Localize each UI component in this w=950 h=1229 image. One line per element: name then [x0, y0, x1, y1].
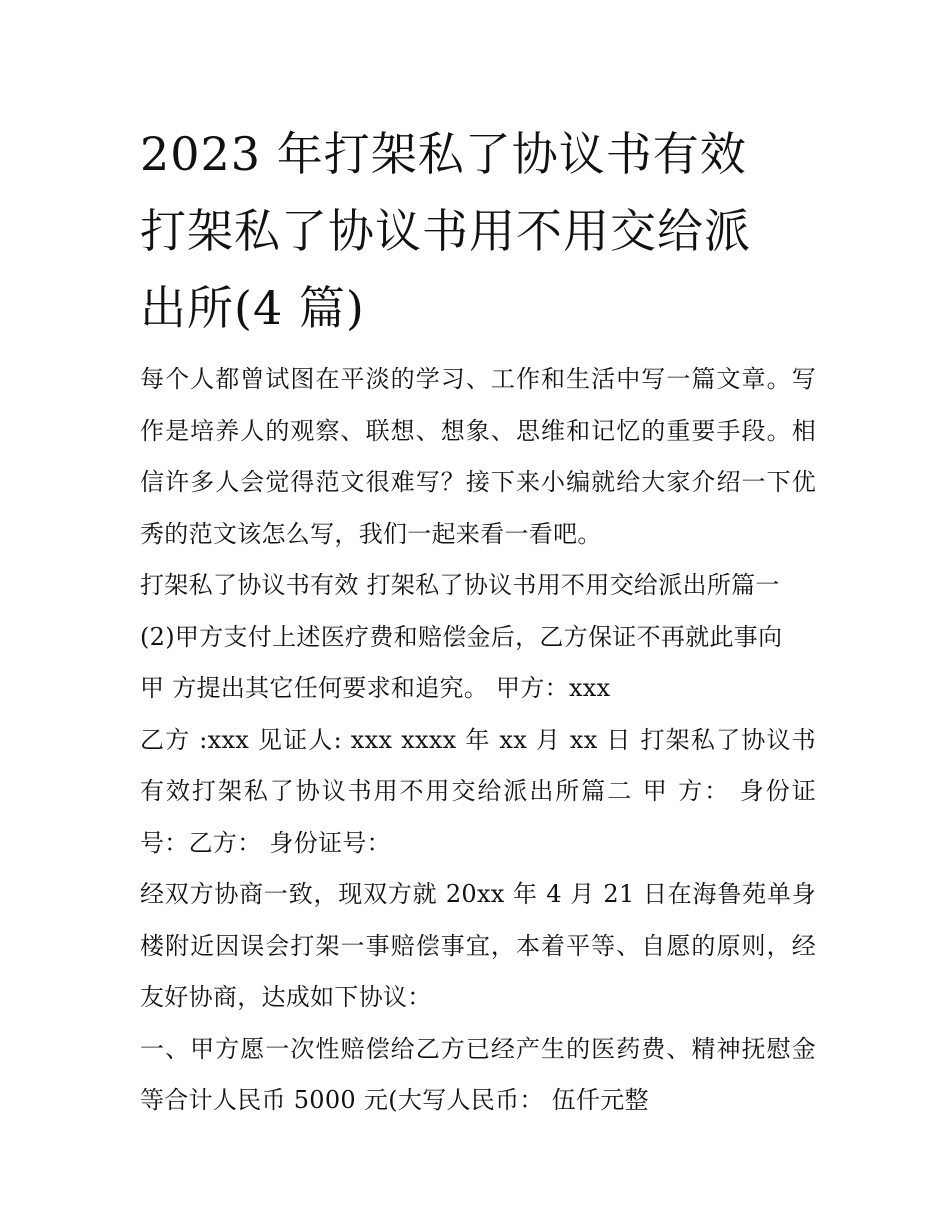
body-paragraph: 经双方协商一致，现双方就 20xx 年 4 月 21 日在海鲁苑单身楼附近因误会打架一事赔偿事宜，本着平等、自愿的原则，经友好协商，达成如下协议：: [140, 880, 816, 1011]
body-paragraph: 一、甲方愿一次性赔偿给乙方已经产生的医药费、精神抚慰金等合计人民币 5000 元(大写人民币： 伍仟元整: [140, 1034, 816, 1114]
section-heading-1: 打架私了协议书有效 打架私了协议书用不用交给派出所篇一: [140, 571, 780, 599]
body-paragraph: (2)甲方支付上述医疗费和赔偿金后，乙方保证不再就此事向: [140, 622, 783, 651]
document-title: [140, 116, 820, 347]
intro-paragraph: 每个人都曾试图在平淡的学习、工作和生活中写一篇文章。写作是培养人的观察、联想、想象、思维和记忆的重要手段。相信许多人会觉得范文很难写？接下来小编就给大家介绍一下优秀的范文该怎么写，我们一起来看一看吧。: [140, 365, 816, 548]
body-paragraph: 甲 方提出其它任何要求和追究。 甲方：xxx: [140, 674, 611, 702]
title-line-1: 2023 年打架私了协议书有效: [140, 127, 747, 181]
title-line-3: 出所(4 篇): [140, 281, 365, 335]
title-line-2: 打架私了协议书用不用交给派: [140, 204, 751, 258]
document-body: [140, 354, 816, 1127]
body-paragraph: 乙方 :xxx 见证人: xxx xxxx 年 xx 月 xx 日 打架私了协议书有效打架私了协议书用不用交给派出所篇二 甲 方： 身份证号：乙方： 身份证号：: [140, 725, 816, 857]
